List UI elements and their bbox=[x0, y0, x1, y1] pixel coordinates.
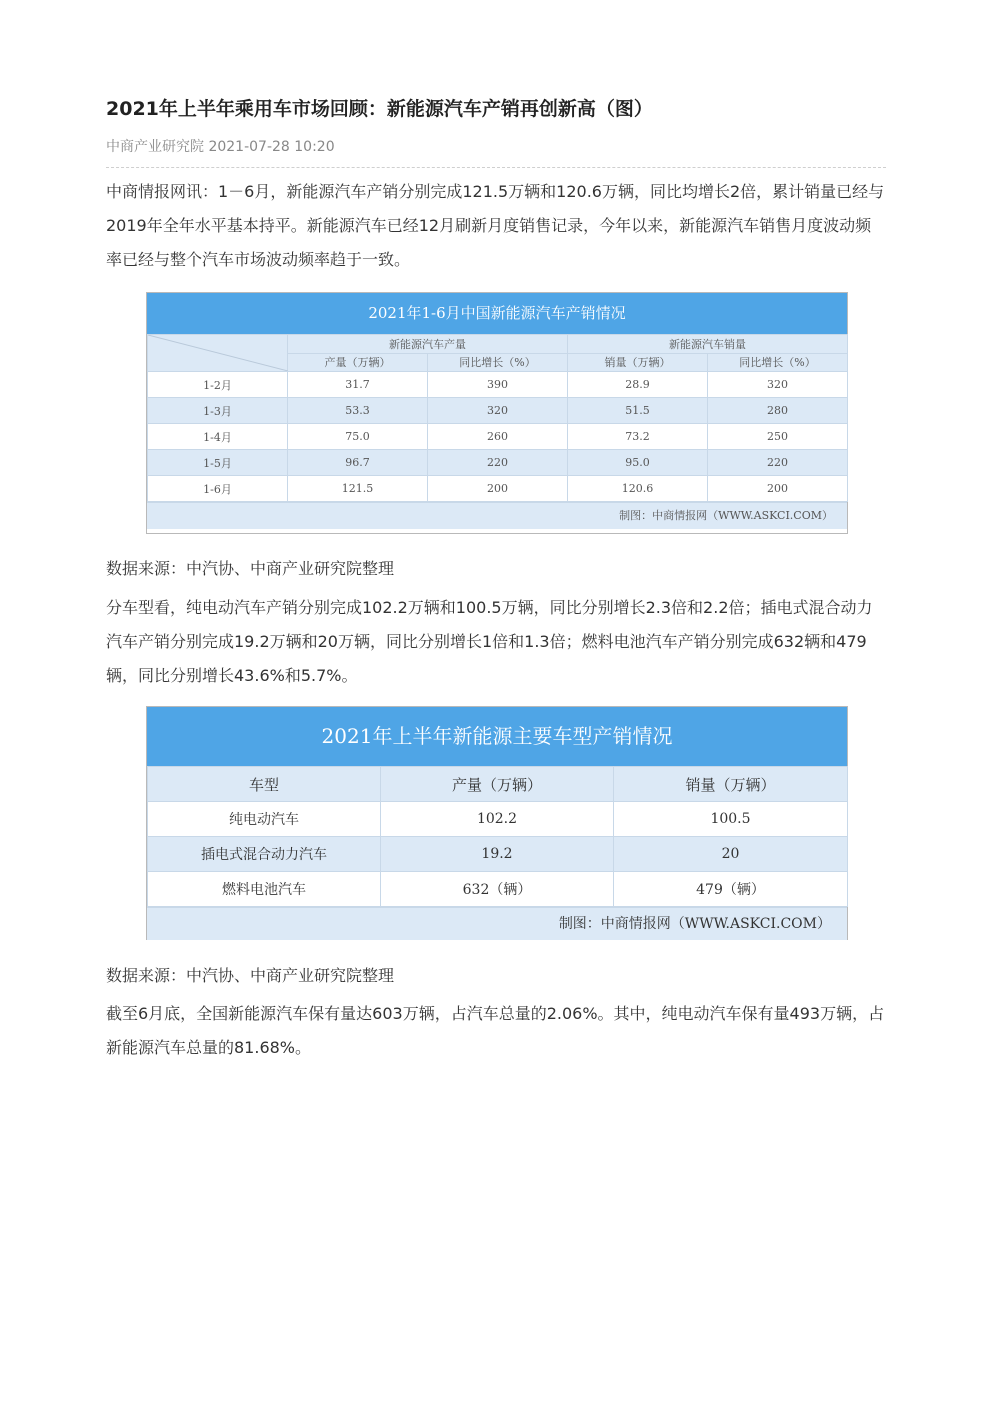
table-grid bbox=[147, 334, 848, 502]
sales-cell: 100.5 bbox=[614, 802, 848, 837]
sales-cell: 120.6 bbox=[568, 476, 708, 502]
sales-cell: 28.9 bbox=[568, 372, 708, 398]
sales-cell: 73.2 bbox=[568, 424, 708, 450]
diagonal-header-cell bbox=[148, 335, 288, 372]
sales-growth-cell: 250 bbox=[708, 424, 848, 450]
sales-growth-cell: 220 bbox=[708, 450, 848, 476]
article-meta: 中商产业研究院 2021-07-28 10:20 bbox=[106, 139, 335, 155]
table-row bbox=[148, 837, 848, 872]
data-source: 数据来源：中汽协、中商产业研究院整理 bbox=[106, 966, 395, 985]
table-title: 2021年上半年新能源主要车型产销情况 bbox=[147, 707, 847, 766]
production-cell: 632（辆） bbox=[381, 872, 614, 907]
divider bbox=[106, 167, 886, 168]
table-row bbox=[148, 372, 848, 398]
sales-cell: 95.0 bbox=[568, 450, 708, 476]
group-header-sales: 新能源汽车销量 bbox=[568, 335, 848, 354]
vehicle-type-cell: 插电式混合动力汽车 bbox=[148, 837, 381, 872]
sales-cell: 479（辆） bbox=[614, 872, 848, 907]
table-footer: 制图：中商情报网（WWW.ASKCI.COM） bbox=[147, 907, 847, 940]
production-cell: 75.0 bbox=[288, 424, 428, 450]
column-header: 销量（万辆） bbox=[614, 767, 848, 802]
table-grid bbox=[147, 766, 848, 907]
column-header: 同比增长（%） bbox=[428, 353, 568, 372]
production-cell: 102.2 bbox=[381, 802, 614, 837]
column-header: 销量（万辆） bbox=[568, 353, 708, 372]
sales-cell: 20 bbox=[614, 837, 848, 872]
sales-growth-cell: 280 bbox=[708, 398, 848, 424]
production-growth-cell: 200 bbox=[428, 476, 568, 502]
paragraph-ownership: 截至6月底，全国新能源汽车保有量达603万辆，占汽车总量的2.06%。其中，纯电动汽车保有量493万辆，占新能源汽车总量的81.68%。 bbox=[106, 1004, 885, 1057]
data-source: 数据来源：中汽协、中商产业研究院整理 bbox=[106, 559, 395, 578]
production-growth-cell: 390 bbox=[428, 372, 568, 398]
article-title: 2021年上半年乘用车市场回顾：新能源汽车产销再创新高（图） bbox=[106, 98, 653, 120]
period-cell: 1-5月 bbox=[148, 450, 288, 476]
table-monthly-production-sales bbox=[146, 292, 848, 534]
production-cell: 53.3 bbox=[288, 398, 428, 424]
column-header: 车型 bbox=[148, 767, 381, 802]
production-cell: 121.5 bbox=[288, 476, 428, 502]
period-cell: 1-2月 bbox=[148, 372, 288, 398]
production-growth-cell: 320 bbox=[428, 398, 568, 424]
table-footer: 制图：中商情报网（WWW.ASKCI.COM） bbox=[147, 502, 847, 529]
table-row bbox=[148, 398, 848, 424]
production-cell: 19.2 bbox=[381, 837, 614, 872]
production-growth-cell: 260 bbox=[428, 424, 568, 450]
production-growth-cell: 220 bbox=[428, 450, 568, 476]
column-header: 同比增长（%） bbox=[708, 353, 848, 372]
table-row bbox=[148, 424, 848, 450]
table-row bbox=[148, 450, 848, 476]
period-cell: 1-6月 bbox=[148, 476, 288, 502]
table-row bbox=[148, 872, 848, 907]
column-header: 产量（万辆） bbox=[381, 767, 614, 802]
vehicle-type-cell: 纯电动汽车 bbox=[148, 802, 381, 837]
sales-growth-cell: 200 bbox=[708, 476, 848, 502]
table-row bbox=[148, 476, 848, 502]
paragraph-vehicle-types: 分车型看，纯电动汽车产销分别完成102.2万辆和100.5万辆，同比分别增长2.3倍和2.2倍；插电式混合动力汽车产销分别完成19.2万辆和20万辆，同比分别增长1倍和1.3倍；燃料电池汽车产销分别完成632辆和479辆，同比分别增长43.6%和5.7%。 bbox=[106, 598, 873, 685]
production-cell: 31.7 bbox=[288, 372, 428, 398]
table-row bbox=[148, 802, 848, 837]
period-cell: 1-4月 bbox=[148, 424, 288, 450]
column-header: 产量（万辆） bbox=[288, 353, 428, 372]
table-title: 2021年1-6月中国新能源汽车产销情况 bbox=[147, 293, 847, 334]
period-cell: 1-3月 bbox=[148, 398, 288, 424]
group-header-production: 新能源汽车产量 bbox=[288, 335, 568, 354]
paragraph-intro: 中商情报网讯：1－6月，新能源汽车产销分别完成121.5万辆和120.6万辆，同比均增长2倍，累计销量已经与2019年全年水平基本持平。新能源汽车已经12月刷新月度销售记录，今年以来，新能源汽车销售月度波动频率已经与整个汽车市场波动频率趋于一致。 bbox=[106, 182, 885, 269]
production-cell: 96.7 bbox=[288, 450, 428, 476]
sales-cell: 51.5 bbox=[568, 398, 708, 424]
sales-growth-cell: 320 bbox=[708, 372, 848, 398]
table-vehicle-types bbox=[146, 706, 848, 940]
diagonal-line bbox=[148, 335, 288, 371]
vehicle-type-cell: 燃料电池汽车 bbox=[148, 872, 381, 907]
